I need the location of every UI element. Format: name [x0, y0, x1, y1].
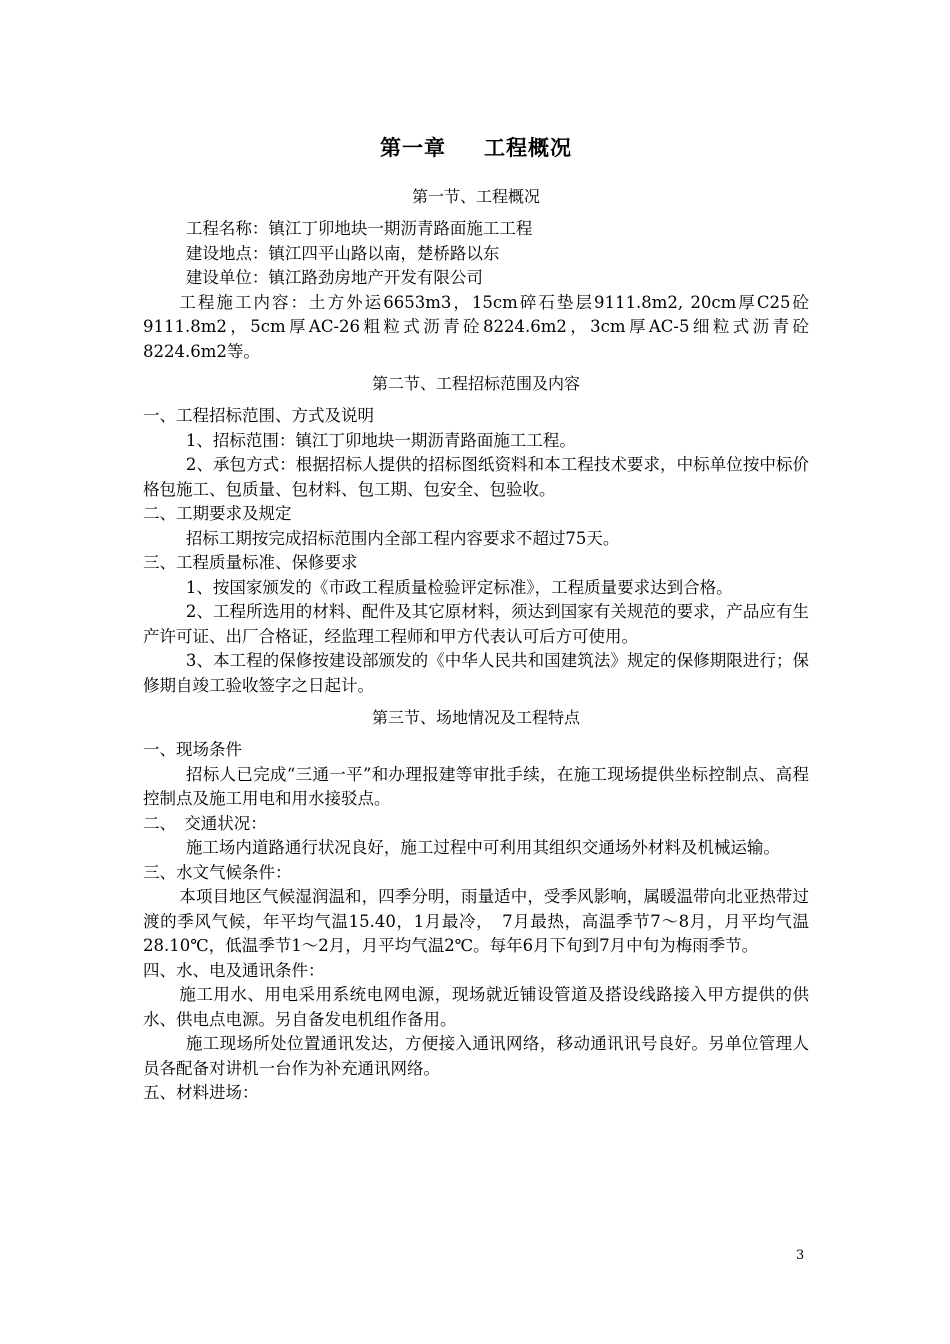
section-3-heading-5: 五、材料进场： [143, 1083, 259, 1102]
project-location: 建设地点：镇江四平山路以南，楚桥路以东 [185, 243, 500, 263]
chapter-number: 第一章 [380, 135, 446, 160]
section-2-para-6: 3、本工程的保修按建设部颁发的《中华人民共和国建筑法》规定的保修期限进行；保修期自竣工验收签字之日起计。 [143, 651, 809, 695]
section-3-title: 第三节、场地情况及工程特点 [371, 708, 580, 727]
section-3-para-1: 招标人已完成“三通一平”和办理报建等审批手续，在施工现场提供坐标控制点、高程控制点及施工用电和用水接驳点。 [143, 764, 809, 808]
section-2-para-2: 2、承包方式：根据招标人提供的招标图纸资料和本工程技术要求，中标单位按中标价格包施工、包质量、包材料、包工期、包安全、包验收。 [143, 455, 809, 499]
chapter-name: 工程概况 [484, 135, 572, 160]
section-2-heading-1: 一、工程招标范围、方式及说明 [143, 406, 374, 425]
section-3-para-4: 施工用水、用电采用系统电网电源，现场就近铺设管道及搭设线路接入甲方提供的供水、供电点电源。另自备发电机组作备用。 [143, 985, 809, 1029]
project-owner: 建设单位：镇江路劲房地产开发有限公司 [185, 268, 483, 287]
section-3-para-5: 施工现场所处位置通讯发达，方便接入通讯网络，移动通讯讯号良好。另单位管理人员各配备对讲机一台作为补充通讯网络。 [143, 1034, 809, 1078]
section-3-para-3: 本项目地区气候湿润温和，四季分明，雨量适中，受季风影响，属暖温带向北亚热带过渡的季风气候，年平均气温15.40，1月最冷， 7月最热，高温季节7～8月，月平均气温28.10℃，低温季节1～2月，月平均气温2℃。每年6月下旬到7月中旬为梅雨季节。 [143, 887, 809, 955]
section-2-title: 第二节、工程招标范围及内容 [371, 374, 580, 393]
section-2-para-4: 1、按国家颁发的《市政工程质量检验评定标准》，工程质量要求达到合格。 [185, 577, 733, 597]
chapter-title [143, 133, 809, 163]
page-number: 3 [796, 1248, 805, 1263]
project-content: 工程施工内容：土方外运6653m3，15cm碎石垫层9111.8m2, 20cm厚C25砼9111.8m2，5cm厚AC-26粗粒式沥青砼8224.6m2，3cm厚AC-5细粒式沥青砼8224.6m2等。 [143, 292, 809, 361]
section-2-heading-2: 二、工期要求及规定 [143, 504, 292, 523]
section-3-heading-3: 三、水文气候条件： [143, 862, 292, 882]
section-2-para-3: 招标工期按完成招标范围内全部工程内容要求不超过75天。 [185, 528, 620, 548]
project-name: 工程名称：镇江丁卯地块一期沥青路面施工工程 [185, 219, 533, 238]
section-3-heading-4: 四、水、电及通讯条件： [143, 960, 325, 980]
section-3-heading-2: 二、 交通状况： [143, 813, 267, 833]
section-2-para-1: 1、招标范围：镇江丁卯地块一期沥青路面施工工程。 [185, 430, 576, 450]
section-3-heading-1: 一、现场条件 [143, 740, 242, 759]
section-1-title: 第一节、工程概况 [411, 187, 540, 206]
section-2-heading-3: 三、工程质量标准、保修要求 [143, 553, 358, 572]
page-content [143, 133, 809, 1106]
section-2-para-5: 2、工程所选用的材料、配件及其它原材料，须达到国家有关规范的要求，产品应有生产许可证、出厂合格证，经监理工程师和甲方代表认可后方可使用。 [143, 602, 809, 646]
section-3-para-2: 施工场内道路通行状况良好，施工过程中可利用其组织交通场外材料及机械运输。 [185, 838, 780, 857]
